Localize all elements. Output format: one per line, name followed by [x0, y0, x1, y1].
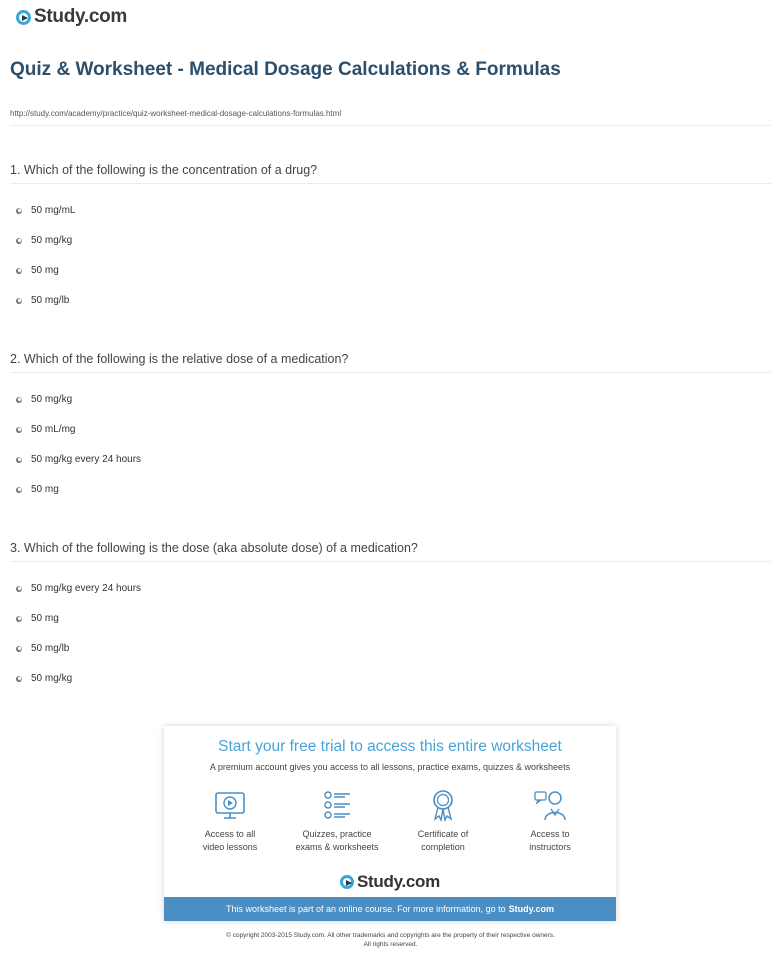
radio-icon[interactable]: [16, 298, 22, 304]
radio-icon[interactable]: [16, 427, 22, 433]
feature-quizzes: [287, 788, 387, 854]
q1-option-4[interactable]: 50 mg/lb: [16, 295, 69, 306]
q2-option-3[interactable]: 50 mg/kg every 24 hours: [16, 454, 141, 465]
radio-icon[interactable]: [16, 487, 22, 493]
instructor-icon: [533, 788, 567, 822]
feature-label: Quizzes, practice exams & worksheets: [295, 829, 379, 852]
q2-option-4[interactable]: 50 mg: [16, 484, 59, 495]
q1-option-1[interactable]: 50 mg/mL: [16, 205, 75, 216]
question-1: 1. Which of the following is the concentration of a drug?: [10, 163, 318, 177]
feature-video-lessons: [180, 788, 280, 854]
study-logo[interactable]: [16, 6, 127, 28]
divider: [10, 125, 771, 126]
quiz-list-icon: [320, 788, 354, 822]
page-title: Quiz & Worksheet - Medical Dosage Calculations & Formulas: [10, 59, 561, 80]
logo-text: Study.com: [34, 6, 128, 27]
radio-icon[interactable]: [16, 457, 22, 463]
promo-bar-link[interactable]: Study.com: [508, 904, 554, 914]
divider: [10, 372, 771, 373]
radio-icon[interactable]: [16, 238, 22, 244]
radio-icon[interactable]: [16, 397, 22, 403]
divider: [10, 561, 771, 562]
promo-subtitle: A premium account gives you access to all lessons, practice exams, quizzes & worksheets: [209, 762, 571, 772]
copyright-footer: [0, 931, 781, 949]
feature-certificate: [393, 788, 493, 854]
rights-line: All rights reserved.: [363, 941, 418, 948]
feature-label: Access to all video lessons: [202, 829, 258, 852]
q3-option-4[interactable]: 50 mg/kg: [16, 673, 72, 684]
promo-logo-text: Study.com: [357, 872, 440, 891]
premium-promo-box: [164, 726, 616, 921]
q1-option-3[interactable]: 50 mg: [16, 265, 59, 276]
radio-icon[interactable]: [16, 646, 22, 652]
q2-option-2[interactable]: 50 mL/mg: [16, 424, 75, 435]
feature-label: Access to instructors: [529, 829, 571, 852]
divider: [10, 183, 771, 184]
q2-option-1[interactable]: 50 mg/kg: [16, 394, 72, 405]
promo-info-bar: [164, 897, 616, 921]
play-icon: [16, 10, 31, 25]
page-url[interactable]: http://study.com/academy/practice/quiz-worksheet-medical-dosage-calculations-formulas.html: [10, 109, 342, 118]
radio-icon[interactable]: [16, 586, 22, 592]
q3-option-1[interactable]: 50 mg/kg every 24 hours: [16, 583, 141, 594]
q3-option-3[interactable]: 50 mg/lb: [16, 643, 69, 654]
copyright-line: © copyright 2003-2015 Study.com. All other trademarks and copyrights are the property of their respective owners.: [226, 932, 555, 939]
q3-option-2[interactable]: 50 mg: [16, 613, 59, 624]
q1-option-2[interactable]: 50 mg/kg: [16, 235, 72, 246]
radio-icon[interactable]: [16, 676, 22, 682]
radio-icon[interactable]: [16, 268, 22, 274]
play-icon: [340, 875, 354, 889]
question-3: 3. Which of the following is the dose (aka absolute dose) of a medication?: [10, 541, 418, 555]
certificate-icon: [426, 788, 460, 822]
radio-icon[interactable]: [16, 616, 22, 622]
promo-study-logo[interactable]: [164, 872, 616, 892]
video-lesson-icon: [213, 788, 247, 822]
feature-instructors: [500, 788, 600, 854]
question-2: 2. Which of the following is the relative dose of a medication?: [10, 352, 349, 366]
promo-title[interactable]: Start your free trial to access this entire worksheet: [218, 738, 562, 755]
feature-label: Certificate of completion: [417, 829, 469, 852]
radio-icon[interactable]: [16, 208, 22, 214]
promo-bar-text: This worksheet is part of an online course. For more information, go to: [226, 904, 506, 914]
